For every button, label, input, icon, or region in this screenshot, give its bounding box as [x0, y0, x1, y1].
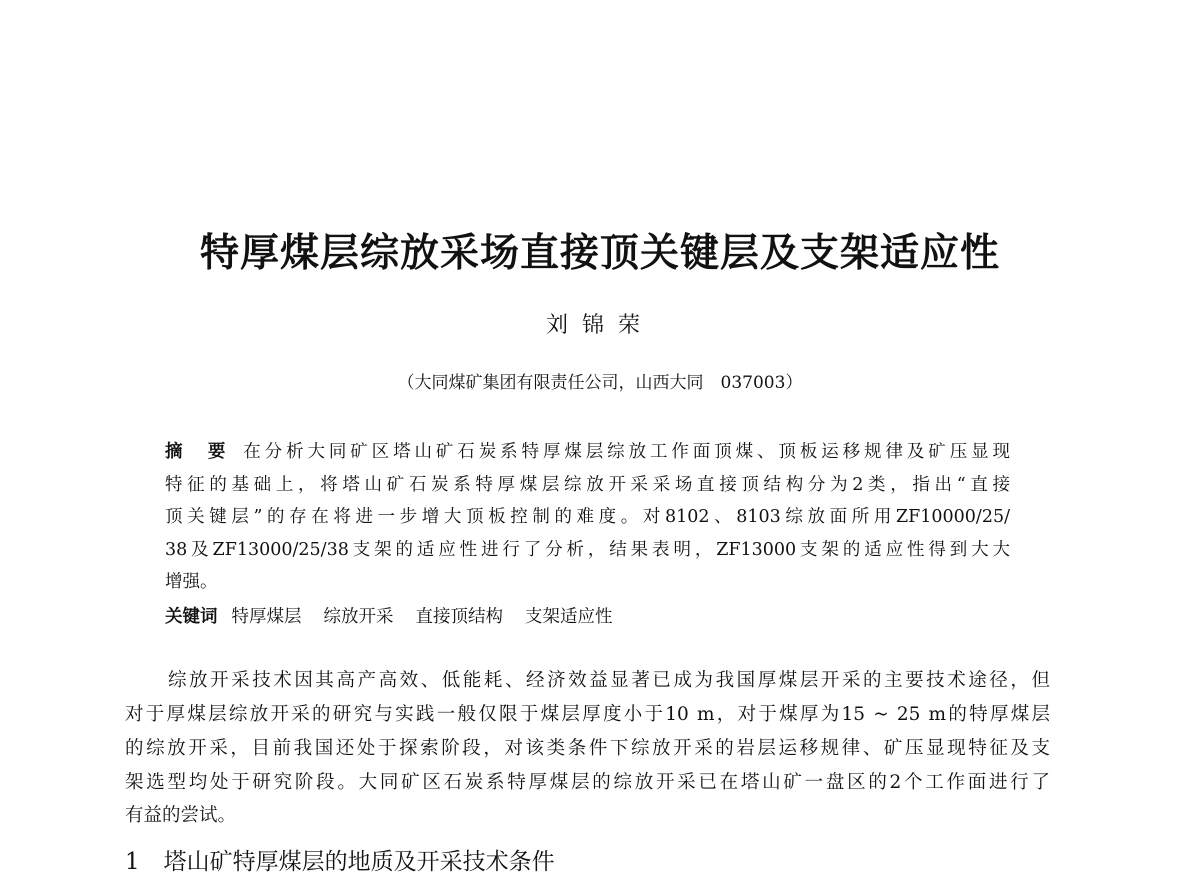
section-number: 1 [125, 849, 140, 875]
abstract-text: 在分析大同矿区塔山矿石炭系特厚煤层综放工作面顶煤、顶板运移规律及矿压显现 [243, 442, 1011, 462]
keywords [165, 603, 1010, 628]
keywords-label: 关键词 [165, 607, 218, 627]
section-title: 塔山矿特厚煤层的地质及开采技术条件 [163, 849, 555, 875]
abstract-line: 38及ZF13000/25/38支架的适应性进行了分析，结果表明，ZF13000支架的适应性得到大大 [165, 540, 1010, 560]
keyword: 直接顶结构 [415, 607, 503, 627]
body-line: 对于厚煤层综放开采的研究与实践一般仅限于煤层厚度小于10 m，对于煤厚为15 ~ 25 m的特厚煤层 [125, 704, 1050, 725]
keyword: 支架适应性 [525, 607, 613, 627]
abstract-line: 增强。 [165, 572, 218, 592]
abstract-line [165, 438, 1010, 463]
paper-title: 特厚煤层综放采场直接顶关键层及支架适应性 [199, 231, 1000, 276]
affiliation: （大同煤矿集团有限责任公司，山西大同 037003） [397, 373, 803, 393]
abstract-label: 摘 要 [165, 442, 230, 462]
body-line: 综放开采技术因其高产高效、低能耗、经济效益显著已成为我国厚煤层开采的主要技术途径，但 [168, 670, 1050, 691]
abstract-line: 特征的基础上，将塔山矿石炭系特厚煤层综放开采采场直接顶结构分为2类，指出“直接 [165, 475, 1010, 495]
section-heading [125, 843, 555, 876]
abstract-line: 顶关键层”的存在将进一步增大顶板控制的难度。对8102、8103综放面所用ZF10000/25/ [165, 507, 1010, 527]
body-line: 的综放开采，目前我国还处于探索阶段，对该类条件下综放开采的岩层运移规律、矿压显现特征及支 [125, 738, 1050, 759]
author: 刘锦荣 [545, 313, 654, 338]
keyword: 特厚煤层 [231, 607, 302, 627]
body-line: 架选型均处于研究阶段。大同矿区石炭系特厚煤层的综放开采已在塔山矿一盘区的2个工作面进行了 [125, 772, 1050, 793]
body-line: 有益的尝试。 [125, 805, 237, 826]
keyword: 综放开采 [323, 607, 394, 627]
